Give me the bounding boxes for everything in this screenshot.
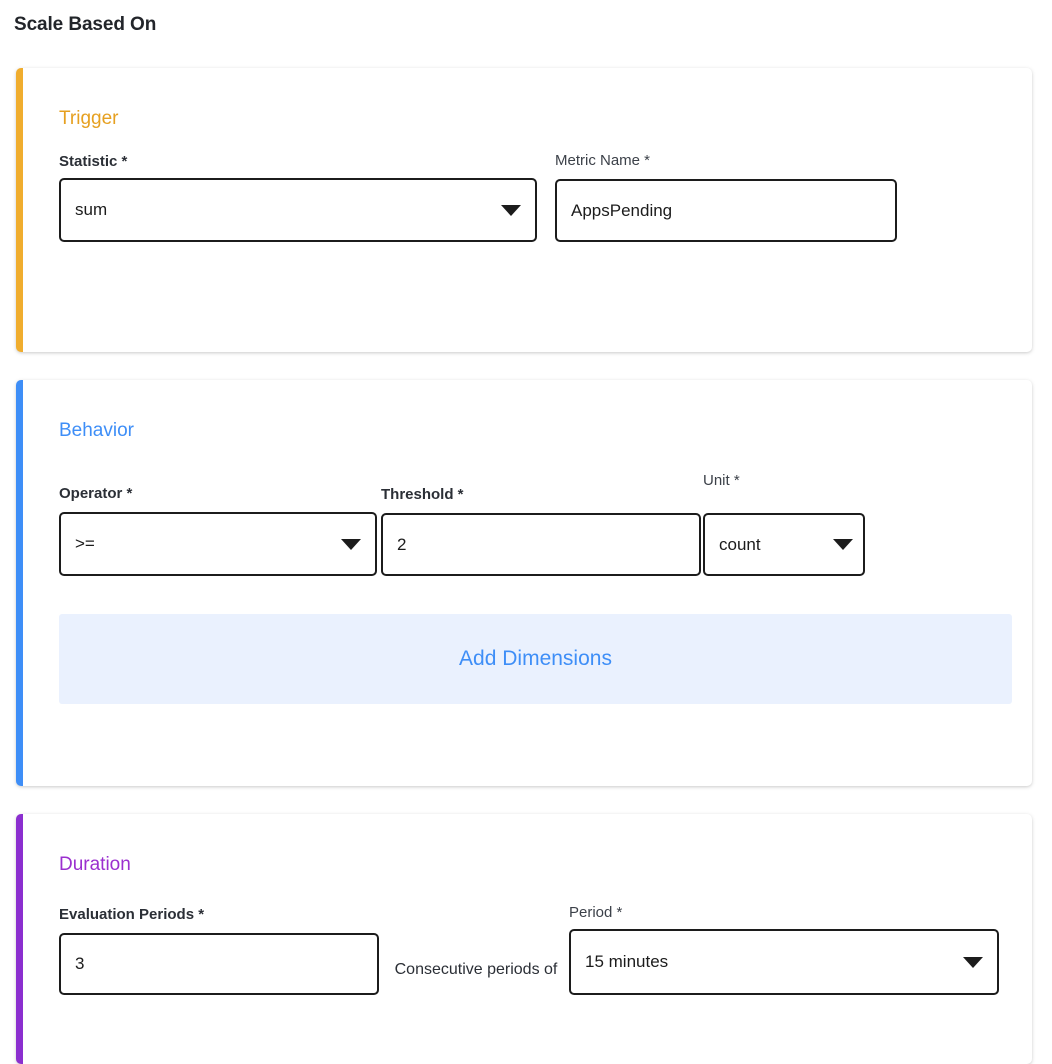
unit-value: count — [719, 534, 761, 554]
threshold-value: 2 — [397, 534, 407, 554]
metric-name-label: Metric Name * — [555, 152, 651, 169]
statistic-value: sum — [75, 200, 108, 219]
duration-heading: Duration — [59, 854, 131, 875]
operator-group — [59, 485, 377, 576]
statistic-label: Statistic * — [59, 153, 128, 170]
behavior-heading: Behavior — [59, 420, 134, 441]
period-group — [569, 904, 999, 995]
page-title: Scale Based On — [14, 14, 157, 35]
statistic-select[interactable] — [59, 178, 537, 242]
period-label: Period * — [569, 904, 623, 921]
trigger-card — [16, 68, 1032, 352]
operator-label: Operator * — [59, 485, 133, 502]
operator-select[interactable] — [59, 512, 377, 576]
trigger-fields — [23, 152, 1032, 242]
chevron-down-icon — [501, 205, 521, 216]
unit-group — [703, 472, 865, 576]
duration-fields — [23, 904, 1032, 995]
unit-select[interactable] — [703, 513, 865, 576]
evaluation-periods-value: 3 — [75, 954, 85, 973]
trigger-heading: Trigger — [59, 108, 119, 129]
statistic-group — [59, 153, 537, 242]
threshold-label: Threshold * — [381, 486, 464, 503]
period-select[interactable] — [569, 929, 999, 995]
consecutive-periods-text: Consecutive periods of — [394, 961, 558, 979]
operator-value: >= — [75, 534, 95, 553]
metric-name-group — [555, 152, 897, 242]
evaluation-periods-label: Evaluation Periods * — [59, 906, 205, 923]
add-dimensions-button[interactable]: Add Dimensions — [59, 614, 1012, 704]
behavior-fields — [23, 472, 1032, 576]
chevron-down-icon — [963, 957, 983, 968]
metric-name-input[interactable] — [555, 179, 897, 242]
chevron-down-icon — [341, 539, 361, 550]
evaluation-periods-group — [59, 906, 379, 995]
threshold-input[interactable] — [381, 513, 701, 576]
unit-label: Unit * — [703, 472, 740, 489]
duration-card — [16, 814, 1032, 1064]
chevron-down-icon — [833, 539, 853, 550]
evaluation-periods-input[interactable] — [59, 933, 379, 995]
metric-name-value: AppsPending — [571, 200, 673, 220]
threshold-group — [381, 486, 701, 576]
behavior-card — [16, 380, 1032, 786]
period-value: 15 minutes — [585, 952, 669, 971]
